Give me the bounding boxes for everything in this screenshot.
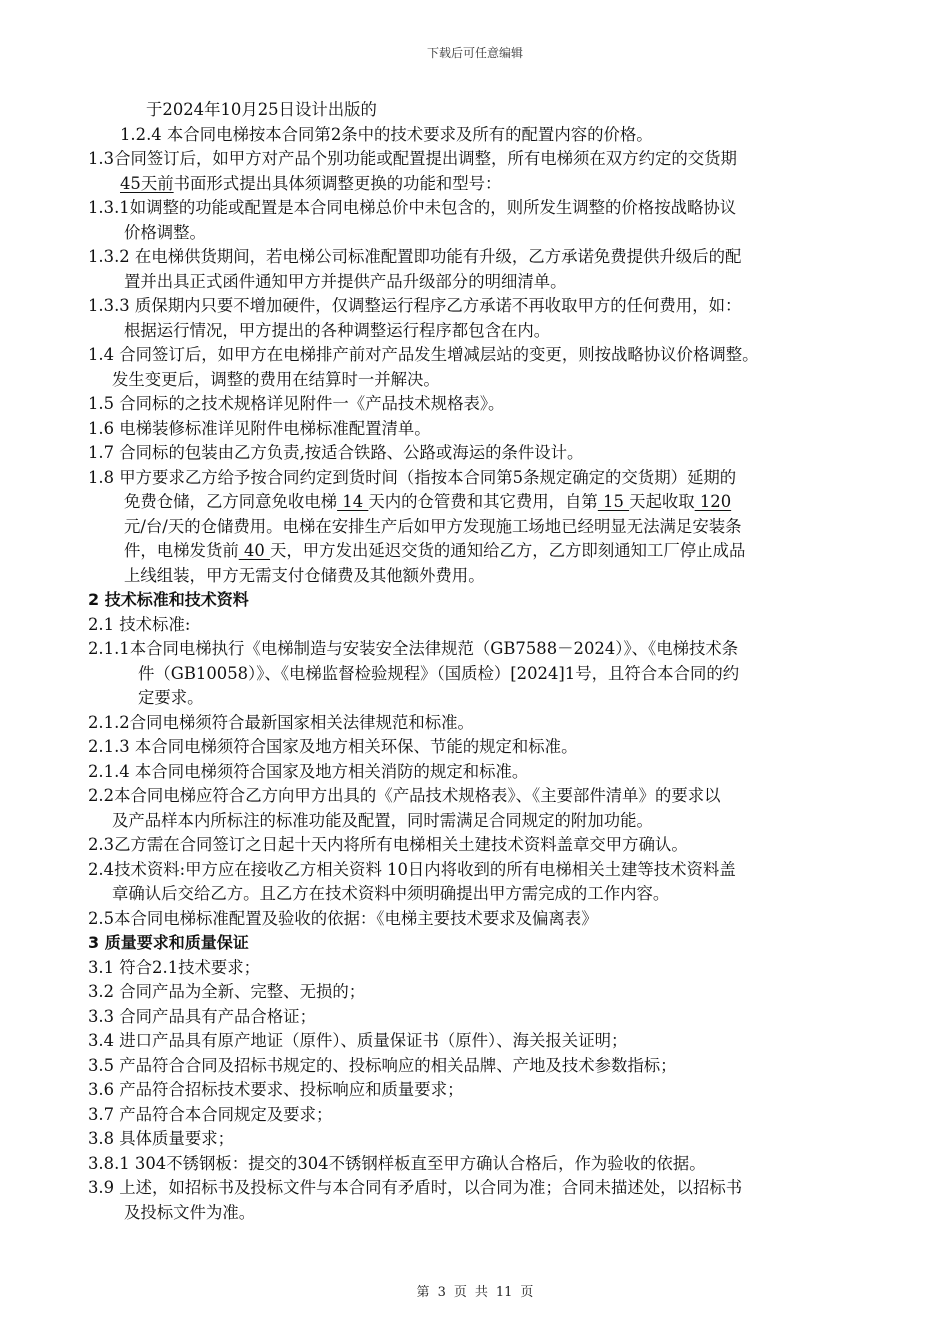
clause-3-2: 3.2 合同产品为全新、完整、无损的；	[88, 982, 366, 1001]
clause-2-2-cont: 及产品样本内所标注的标准功能及配置，同时需满足合同规定的附加功能。	[112, 810, 653, 830]
clause-2-1: 2.1 技术标准:	[88, 614, 191, 634]
section-heading-3: 3 质量要求和质量保证	[88, 933, 249, 952]
footer-suffix: 页	[520, 1285, 534, 1300]
clause-2-1-4: 2.1.4 本合同电梯须符合国家及地方相关消防的规定和标准。	[88, 761, 529, 781]
page-number: 3	[437, 1285, 446, 1300]
clause-1-8: 1.8 甲方要求乙方给予按合同约定到货时间（指按本合同第5条规定确定的交货期）延期的	[88, 467, 737, 487]
clause-1-8-cont-3	[88, 539, 868, 564]
clause-1-6: 1.6 电梯装修标准详见附件电梯标准配置清单。	[88, 418, 431, 438]
clause-1-3-1-cont: 价格调整。	[124, 222, 206, 242]
clause-2-4-cont: 章确认后交给乙方。且乙方在技术资料中须明确提出甲方需完成的工作内容。	[112, 884, 670, 903]
clause-3-1: 3.1 符合2.1技术要求；	[88, 957, 261, 977]
clause-1-3-3: 1.3.3 质保期内只要不增加硬件，仅调整运行程序乙方承诺不再收取甲方的任何费用，如：	[88, 296, 742, 315]
clause-3-9-cont: 及投标文件为准。	[124, 1202, 256, 1222]
clause-1-2-4: 1.2.4 本合同电梯按本合同第2条中的技术要求及所有的配置内容的价格。	[120, 124, 653, 144]
text-run: 天内的仓管费和其它费用，自第	[368, 492, 598, 511]
clause-3-4: 3.4 进口产品具有原产地证（原件）、质量保证书（原件）、海关报关证明；	[88, 1031, 628, 1050]
clause-2-5: 2.5本合同电梯标准配置及验收的依据：《电梯主要技术要求及偏离表》	[88, 908, 598, 928]
section-heading-2: 2 技术标准和技术资料	[88, 590, 249, 609]
clause-2-4: 2.4技术资料:甲方应在接收乙方相关资料 10日内将收到的所有电梯相关土建等技术资料盖	[88, 859, 736, 879]
clause-1-4: 1.4 合同签订后，如甲方在电梯排产前对产品发生增减层站的变更，则按战略协议价格调整。	[88, 345, 759, 364]
text-run: 天，甲方发出延迟交货的通知给乙方，乙方即刻通知工厂停止成品	[270, 541, 746, 560]
document-body	[88, 98, 868, 1225]
total-pages: 11	[495, 1285, 513, 1300]
clause-1-4-cont: 发生变更后，调整的费用在结算时一并解决。	[112, 369, 440, 389]
clause-3-6: 3.6 产品符合招标技术要求、投标响应和质量要求；	[88, 1080, 464, 1099]
clause-1-3-2-cont: 置并出具正式函件通知甲方并提供产品升级部分的明细清单。	[124, 271, 567, 291]
footer-prefix: 第	[416, 1285, 430, 1300]
clause-1-3-cont	[88, 172, 868, 197]
clause-1-8-cont-4: 上线组装，甲方无需支付仓储费及其他额外费用。	[124, 565, 485, 585]
footer-total-label: 共	[474, 1285, 488, 1300]
clause-1-3-3-cont: 根据运行情况，甲方提出的各种调整运行程序都包含在内。	[124, 320, 551, 340]
clause-1-3-1: 1.3.1如调整的功能或配置是本合同电梯总价中未包含的，则所发生调整的价格按战略协议	[88, 198, 737, 217]
clause-2-1-1-cont-2: 定要求。	[138, 688, 204, 707]
underlined-value: 120	[694, 492, 732, 511]
clause-1-8-cont-1	[88, 490, 868, 515]
text-run: 书面形式提出具体须调整更换的功能和型号：	[173, 173, 502, 193]
text-line: 于2024年10月25日设计出版的	[146, 100, 377, 119]
clause-1-5: 1.5 合同标的之技术规格详见附件一《产品技术规格表》。	[88, 394, 505, 413]
clause-2-3: 2.3乙方需在合同签订之日起十天内将所有电梯相关土建技术资料盖章交甲方确认。	[88, 835, 688, 854]
clause-3-7: 3.7 产品符合本合同规定及要求；	[88, 1104, 333, 1124]
clause-1-3-2: 1.3.2 在电梯供货期间，若电梯公司标准配置即功能有升级，乙方承诺免费提供升级后的配	[88, 247, 742, 266]
clause-3-8: 3.8 具体质量要求；	[88, 1129, 235, 1148]
underlined-value: 15	[597, 492, 630, 511]
text-run: 天起收取	[629, 492, 695, 511]
clause-3-5: 3.5 产品符合合同及招标书规定的、投标响应的相关品牌、产地及技术参数指标；	[88, 1055, 677, 1075]
clause-2-1-1: 2.1.1本合同电梯执行《电梯制造与安装安全法律规范（GB7588－2024）》、《电梯技术条	[88, 639, 739, 658]
clause-3-3: 3.3 合同产品具有产品合格证；	[88, 1006, 316, 1026]
text-run: 免费仓储，乙方同意免收电梯	[124, 492, 338, 511]
clause-1-3: 1.3合同签订后，如甲方对产品个别功能或配置提出调整，所有电梯须在双方约定的交货期	[88, 149, 737, 168]
clause-1-8-cont-2: 元/台/天的仓储费用。电梯在安排生产后如甲方发现施工场地已经明显无法满足安装条	[124, 516, 742, 536]
clause-2-1-1-cont-1: 件（GB10058）》、《电梯监督检验规程》（国质检）[2024]1号，且符合本合同的约	[138, 663, 740, 683]
underlined-value: 40	[238, 541, 271, 560]
page-footer	[0, 1281, 950, 1300]
clause-3-9: 3.9 上述，如招标书及投标文件与本合同有矛盾时，以合同为准；合同未描述处，以招标书	[88, 1178, 743, 1197]
footer-page-label: 页	[453, 1285, 467, 1300]
underlined-value: 14	[337, 492, 369, 511]
clause-2-2: 2.2本合同电梯应符合乙方向甲方出具的《产品技术规格表》、《主要部件清单》的要求以	[88, 786, 721, 805]
clause-2-1-2: 2.1.2合同电梯须符合最新国家相关法律规范和标准。	[88, 712, 474, 732]
clause-2-1-3: 2.1.3 本合同电梯须符合国家及地方相关环保、节能的规定和标准。	[88, 737, 578, 756]
clause-3-8-1: 3.8.1 304不锈钢板：提交的304不锈钢样板直至甲方确认合格后，作为验收的依据。	[88, 1153, 706, 1173]
text-run: 件，电梯发货前	[124, 541, 239, 560]
underlined-value: 45天前	[120, 173, 174, 193]
page-header: 下载后可任意编辑	[426, 46, 523, 60]
clause-1-7: 1.7 合同标的包装由乙方负责,按适合铁路、公路或海运的条件设计。	[88, 443, 584, 462]
